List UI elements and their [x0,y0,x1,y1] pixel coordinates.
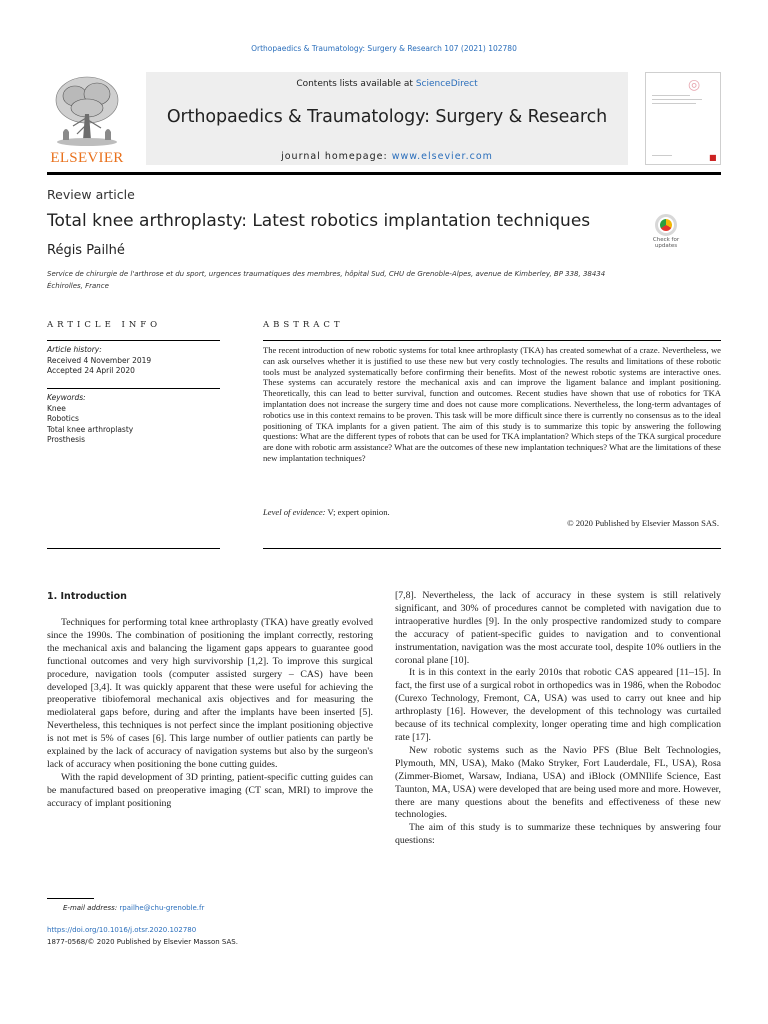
elsevier-logo[interactable] [47,72,127,167]
level-label: Level of evidence: [263,507,326,517]
keyword: Prosthesis [47,435,86,445]
homepage-prefix: journal homepage: [281,151,392,162]
paragraph: [7,8]. Nevertheless, the lack of accuracy in these system is still relatively significant, and 30% of procedures cannot be completed with navigation due to intraoperative hurdles [9]. In the only prospective randomized study to compare the accuracy of patient-specific guides to navigation and to conventional instrumentation, navigation was the most accurate tool, despite 10% outliers in the coronal plane [10]. [395,590,721,666]
doi-link[interactable]: https://doi.org/10.1016/j.otsr.2020.102780 [47,926,197,934]
journal-title: Orthopaedics & Traumatology: Surgery & Research [166,107,608,127]
email-label: E-mail address: [63,904,118,912]
keywords-list [47,393,220,446]
divider [263,548,721,549]
level-of-evidence [263,507,390,517]
article-type: Review article [47,187,135,202]
divider [263,340,721,341]
paragraph: New robotic systems such as the Navio PFS (Blue Belt Technologies, Plymouth, MN, USA), Mako (Mako Stryker, Fort Lauderdale, FL, USA), Rosa (Zimmer-Biomet, Warsaw, Indiana, USA) and iBlock (OMNIlife Science, East Taunton, MA, USA) were developed that are being used more and more. However, there are many questions about the benefits and effectiveness of these new technologies. [395,744,721,821]
paragraph: With the rapid development of 3D printing, patient-specific cutting guides can be manufactured based on preoperative imaging (CT scan, MRI) to improve the accuracy of implant positioning [47,771,373,809]
divider [47,340,220,341]
journal-reference[interactable]: Orthopaedics & Traumatology: Surgery & Research 107 (2021) 102780 [251,44,517,53]
article-title: Total knee arthroplasty: Latest robotics implantation techniques [47,211,591,231]
sciencedirect-link[interactable]: ScienceDirect [415,79,478,89]
article-history [47,345,220,377]
divider [47,548,220,549]
cover-logo-icon: ◎ [688,77,701,93]
cover-badge-icon: ■ [709,153,717,162]
article-info-heading: ARTICLE INFO [47,320,162,330]
level-value: V; expert opinion. [325,507,390,517]
crossmark-icon [655,214,677,236]
check-updates-label: Check for updates [652,237,680,249]
history-label: Article history: [47,345,102,354]
accepted-date: Accepted 24 April 2020 [47,366,135,376]
issn-copyright: 1877-0568/© 2020 Published by Elsevier Masson SAS. [47,938,238,946]
body-column-left [47,617,373,811]
keyword: Knee [47,403,66,413]
author-affiliation: Service de chirurgie de l'arthrose et du sport, urgences traumatiques des membres, hôpital Sud, CHU de Grenoble-Alpes, avenue de Kimberley, BP 338, 38434 Échirolles, France [47,270,606,290]
elsevier-tree-icon [51,74,123,148]
section-heading-introduction: 1. Introduction [47,591,127,602]
homepage-link[interactable]: www.elsevier.com [391,151,493,162]
check-for-updates-button[interactable] [646,214,686,254]
footnote-divider [47,898,94,899]
paragraph: The aim of this study is to summarize these techniques by answering four questions: [395,822,721,847]
keyword: Robotics [47,414,79,424]
received-date: Received 4 November 2019 [47,355,152,365]
abstract-copyright: © 2020 Published by Elsevier Masson SAS. [567,518,719,528]
paragraph: Techniques for performing total knee arthroplasty (TKA) have greatly evolved since the 1990s. The combination of positioning the implant correctly, restoring the mechanical axis and balancing the ligament gaps appears to guarantee good functional outcomes and very high survivorship [1,2]. To improve this surgical procedure, navigation tools (computer assisted surgery – CAS) have been developed [3,4]. It was quickly apparent that these were useful for achieving the preoperative tibiofemoral mechanical axis objectives and for measuring the mediolateral gaps before, during and after the implants have been inserted [5]. Nevertheless, this techniques is not perfect since the implant positioning objective is not met is 5% of cases [6]. This large number of outlier patients can partly be explained by the lack of accuracy of navigation systems but also by the surgeon's lack of accuracy when positioning the bone cutting guides. [47,617,373,770]
body-column-right [395,590,721,848]
keyword: Total knee arthroplasty [47,424,134,434]
journal-cover-thumbnail[interactable] [645,72,721,165]
author-email-link[interactable]: rpailhe@chu-grenoble.fr [117,904,205,912]
keywords-label: Keywords: [47,393,86,402]
contents-prefix: Contents lists available at [296,79,416,89]
publisher-name: ELSEVIER [50,150,124,166]
abstract-heading: ABSTRACT [263,320,344,330]
contents-line [146,79,628,89]
header-divider [47,172,721,175]
abstract-text: The recent introduction of new robotic systems for total knee arthroplasty (TKA) has created somewhat of a craze. Nevertheless, we can ask ourselves whether it is justified to use these new but very costly technologies. The results and limitations of these robotic tools must be analyzed systematically before confirming their benefits. Most of the newest robotic systems are interactive ones. These systems can accurately restore the mechanical axis and can improve the ligament balance and implant positioning. Theoretically, this can lead to better survival, function and outcomes. Recent studies have shown that use of robotics for TKA implantation does not increase the surgery time and does not cause more complications. Nevertheless, the long-term advantages of robotics use in this context remains to be proven. This task will be more difficult since there is currently no consensus as to the ideal positioning of TKA implants for a given patient. The aim of this study is to summarize this topic by answering the following questions: What are the different types of robots that can be used for TKA implantation? Which steps of the TKA surgical procedure are done with robotic arm assistance? What are the outcomes of these new implantation techniques? What are the limitations of these new implantation techniques? [263,345,721,463]
paragraph: It is in this context in the early 2010s that robotic CAS appeared [11–15]. In fact, the first use of a surgical robot in orthopedics was in 1986, when the Robodoc (Curexo Technology, Fremont, CA, USA) was used to carry out knee and hip arthroplasty [16]. However, the development of this technology was curtailed because of its technical complexity, longer operating time and high complication rate [17]. [395,667,721,743]
homepage-line [146,151,628,162]
author-email-footnote [63,904,204,912]
divider [47,388,220,389]
author-name[interactable]: Régis Pailhé [47,243,125,258]
